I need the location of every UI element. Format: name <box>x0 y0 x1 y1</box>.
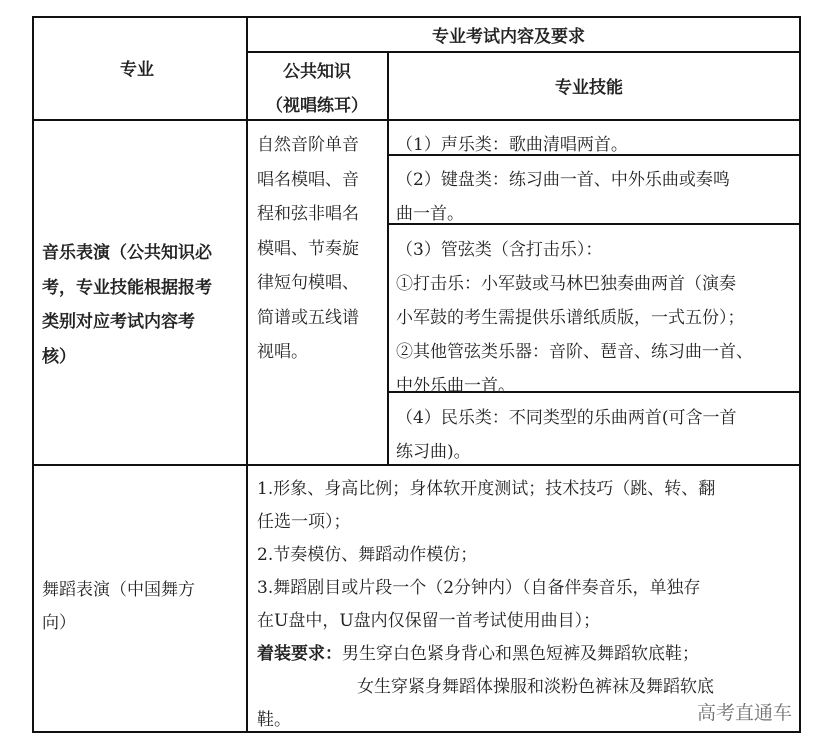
attire-female: 鞋。 <box>257 710 291 730</box>
attire-label: 着装要求： <box>257 644 342 664</box>
skill-folk <box>396 401 736 469</box>
music-major <box>42 236 212 374</box>
skill-vocal <box>396 128 628 162</box>
music-public-knowledge <box>257 128 359 370</box>
skill-keyboard <box>396 163 730 231</box>
text-line: 舞蹈表演（中国舞方 <box>42 580 195 600</box>
header-public-line: 公共知识 <box>283 62 351 82</box>
attire-female: 女生穿紧身舞蹈体操服和淡粉色裤袜及舞蹈软底 <box>357 677 714 697</box>
text-line: 2.节奏模仿、舞蹈动作模仿； <box>257 545 478 565</box>
text-line: ①打击乐：小军鼓或马林巴独奏曲两首（演奏 <box>396 274 736 294</box>
dance-content <box>257 473 715 737</box>
header-bottom <box>32 119 800 121</box>
text-line: 曲一首。 <box>396 204 464 224</box>
table-border-right <box>799 16 801 733</box>
text-line: 核） <box>42 346 76 367</box>
text-line: 1.形象、身高比例；身体软开度测试；技术技巧（跳、转、翻 <box>257 479 716 499</box>
header-exam-content: 专业考试内容及要求 <box>432 27 585 47</box>
header-professional-skill: 专业技能 <box>555 78 623 98</box>
text-line: 程和弦非唱名 <box>257 204 359 224</box>
text-line: 练习曲)。 <box>396 442 471 462</box>
attire-male-line <box>257 638 715 671</box>
text-line: 音乐表演（公共知识必 <box>42 243 212 263</box>
dance-major <box>42 574 195 640</box>
text-line: 视唱。 <box>257 342 308 362</box>
text-line: 在U盘中，U盘内仅保留一首考试使用曲目）； <box>257 611 601 631</box>
text-line: （1）声乐类：歌曲清唱两首。 <box>396 135 628 155</box>
table-border-left <box>32 16 34 733</box>
text-line: 3.舞蹈剧目或片段一个（2分钟内）（自备伴奏音乐，单独存 <box>257 578 701 598</box>
column-divider <box>246 16 248 733</box>
text-line: 唱名模唱、音 <box>257 169 359 190</box>
text-line: 小军鼓的考生需提供乐谱纸质版，一式五份）； <box>396 308 745 328</box>
header-public-knowledge <box>248 64 386 115</box>
attire-male: 男生穿白色紧身背心和黑色短裤及舞蹈软底鞋； <box>342 644 699 664</box>
watermark: 高考直通车 <box>697 702 793 724</box>
text-line: ②其他管弦类乐器：音阶、琶音、练习曲一首、 <box>396 342 753 362</box>
text-line: （2）键盘类：练习曲一首、中外乐曲或奏鸣 <box>396 170 730 190</box>
text-line: 自然音阶单音 <box>257 135 359 155</box>
table-border-top <box>32 16 800 18</box>
text-line: 类别对应考试内容考 <box>42 312 195 332</box>
text-line: 考，专业技能根据报考 <box>42 277 212 298</box>
text-line: 中外乐曲一首。 <box>396 376 515 396</box>
text-line: 简谱或五线谱 <box>257 307 359 328</box>
text-line: 模唱、节奏旋 <box>257 238 359 259</box>
column-divider <box>387 51 389 465</box>
header-divider <box>246 51 800 53</box>
skill-orchestral <box>396 233 753 403</box>
text-line: （3）管弦类（含打击乐）： <box>396 240 603 260</box>
text-line: 向） <box>42 613 76 633</box>
text-line: 律短句模唱、 <box>257 273 359 293</box>
text-line: 任选一项）； <box>257 512 351 532</box>
text-line: （4）民乐类：不同类型的乐曲两首(可含一首 <box>396 408 737 428</box>
header-public-line: （视唱练耳） <box>266 96 368 116</box>
header-major: 专业 <box>120 60 154 80</box>
